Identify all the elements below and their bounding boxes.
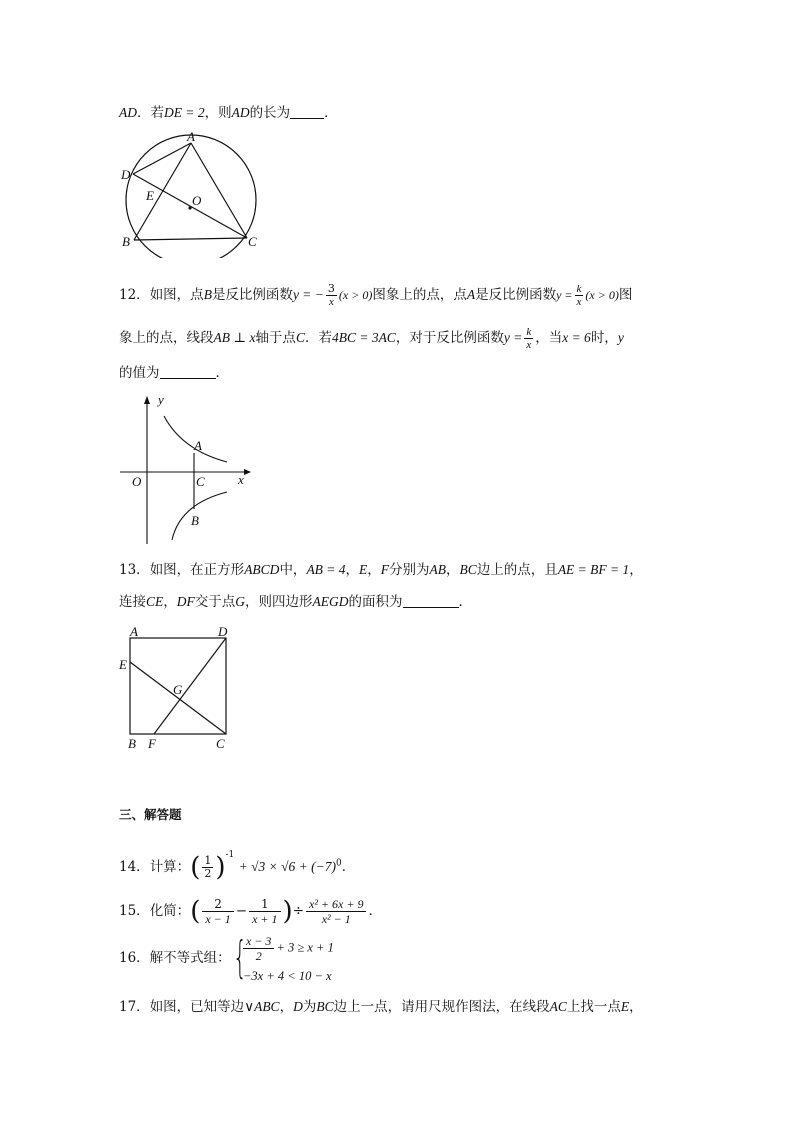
answer-blank[interactable] — [290, 105, 324, 119]
q15-line: 15．化简：( $\frac{2}{x - 1}$ − $\frac{1}{x + 1}$ )÷ $\frac{\text{x² + 6x + 9}}{\text{x² − 1}}$ ． — [119, 896, 382, 927]
q14-line: 14．计算：( $\frac{1}{2}$ )$^{-1} + √3 \times √6 + (-7)^0$． — [119, 850, 356, 883]
q11-circle-figure — [112, 128, 272, 258]
brace-icon: { — [233, 932, 247, 983]
q16-line: 16．解不等式组： — [119, 950, 231, 966]
segment-df — [154, 638, 226, 734]
label-o: O — [192, 193, 202, 208]
q12-line1: 12．如图，点B是反比例函数y = − $\frac{3}{x}$ (x > 0)图象上的点，点A是反比例函数y = $\frac{k}{x}$ (x > 0)图 — [119, 282, 633, 308]
q13-square-figure — [112, 620, 252, 755]
label-g: G — [173, 682, 183, 697]
label-x: x — [238, 472, 244, 487]
label-c: C — [216, 736, 225, 751]
label-b: B — [122, 234, 130, 249]
ineq-2: −3x + 4 < 10 − x — [243, 969, 332, 983]
q12-line2: 象上的点，线段AB ⊥ x轴于点C．若4BC = 3AC，对于反比例函数y = $\frac{k}{x}$ ，当x = 6时，y — [119, 326, 624, 351]
label-c: C — [248, 234, 257, 249]
label-a: A — [130, 624, 138, 639]
label-f: F — [148, 736, 156, 751]
label-a: A — [194, 438, 202, 453]
ineq-system: $\frac{x - 3}{2}$ + 3 ≥ x + 1 — [243, 934, 334, 963]
segment-ce — [130, 662, 226, 734]
q11-tail-line: AD．若DE = 2，则AD的长为 ． — [119, 105, 338, 121]
q13-line2: 连接CE，DF交于点G，则四边形AEGD的面积为 ． — [119, 594, 473, 610]
q17-line: 17．如图，已知等边∨ABC，D为BC边上一点，请用尺规作图法，在线段AC上找一点E， — [119, 999, 643, 1015]
label-o: O — [132, 474, 142, 489]
label-b: B — [128, 736, 136, 751]
label-d: D — [218, 624, 228, 639]
label-d: D — [121, 167, 131, 182]
label-a: A — [187, 129, 195, 144]
q12-graph-figure — [112, 392, 262, 547]
q11-ad: AD — [119, 105, 137, 120]
answer-blank[interactable] — [160, 365, 216, 379]
label-y: y — [158, 392, 164, 407]
q12-line3: 的值为 ． — [119, 365, 229, 381]
section-heading: 三、解答题 — [119, 807, 182, 822]
q13-line1: 13．如图，在正方形ABCD中，AB = 4，E，F分别为AB，BC边上的点，且AE = BF = 1， — [119, 562, 643, 578]
label-e: E — [119, 657, 127, 672]
label-e: E — [146, 188, 154, 203]
answer-blank[interactable] — [403, 594, 459, 608]
curve-neg3 — [172, 492, 227, 540]
label-c: C — [196, 474, 205, 489]
label-b: B — [191, 513, 199, 528]
